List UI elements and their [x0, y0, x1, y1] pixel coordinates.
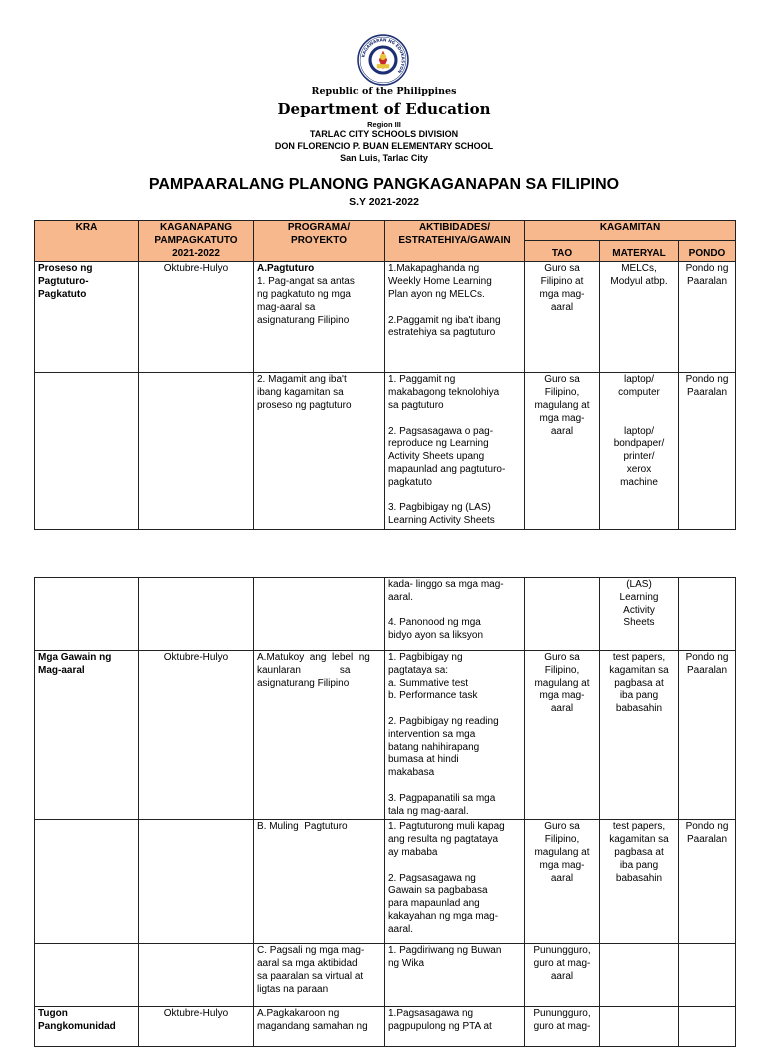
pondo-cell: Pondo ng Paaralan	[679, 262, 736, 373]
header-materyal: MATERYAL	[600, 240, 679, 262]
table-row	[35, 944, 736, 1007]
division-line: TARLAC CITY SCHOOLS DIVISION	[309, 129, 459, 139]
header-kaganapang: KAGANAPANG PAMPAGKATUTO 2021-2022	[139, 221, 254, 262]
aktibidades-cell: 1. Pagtuturong muli kapag ang resulta ng pagtataya ay mababa 2. Pagsasagawa ng Gawain sa pagbabasa para mapaunlad ang kakayahan ng mga mag- aaral.	[385, 820, 525, 944]
programa-cell: B. Muling Pagtuturo	[254, 820, 385, 944]
materyal-cell: test papers, kagamitan sa pagbasa at iba pang babasahin	[600, 651, 679, 820]
programa-cell: 2. Magamit ang iba't ibang kagamitan sa proseso ng pagtuturo	[254, 373, 385, 530]
school-year: S.Y 2021-2022	[349, 196, 419, 208]
svg-text:KAGAWARAN NG EDUKASYON: KAGAWARAN NG EDUKASYON	[360, 37, 406, 75]
programa-cell: A.Pagkakaroon ng magandang samahan ng	[254, 1007, 385, 1047]
plan-table-page-1	[34, 220, 736, 530]
kaganapang-cell	[139, 373, 254, 530]
header-tao: TAO	[525, 240, 600, 262]
tao-cell: Guro sa Filipino, magulang at mga mag- aaral	[525, 651, 600, 820]
kaganapang-cell: Oktubre-Hulyo	[139, 651, 254, 820]
document-title: PAMPAARALANG PLANONG PANGKAGANAPAN SA FILIPINO	[148, 176, 620, 193]
materyal-cell	[600, 1007, 679, 1047]
tao-cell: Guro sa Filipino at mga mag- aaral	[525, 262, 600, 373]
programa-cell	[254, 578, 385, 651]
aktibidades-cell: 1. Pagbibigay ng pagtataya sa: a. Summative test b. Performance task 2. Pagbibigay ng reading intervention sa mga batang nahihirapang bumasa at hindi makabasa 3. Pagpapanatili sa mga tala ng mag-aaral.	[385, 651, 525, 820]
header-programa: PROGRAMA/ PROYEKTO	[254, 221, 385, 262]
programa-cell: A.Matukoy ang lebel ng kaunlaran sa asignaturang Filipino	[254, 651, 385, 820]
department-line: Department of Education	[277, 100, 491, 118]
kra-cell	[35, 578, 139, 651]
materyal-cell: MELCs, Modyul atbp.	[600, 262, 679, 373]
plan-table-page-2	[34, 577, 736, 1047]
materyal-cell: test papers, kagamitan sa pagbasa at iba pang babasahin	[600, 820, 679, 944]
header-pondo: PONDO	[679, 240, 736, 262]
kra-cell	[35, 944, 139, 1007]
kra-cell: Tugon Pangkomunidad	[35, 1007, 139, 1047]
table-row	[35, 373, 736, 530]
pondo-cell: Pondo ng Paaralan	[679, 651, 736, 820]
pondo-cell	[679, 578, 736, 651]
republic-line: Republic of the Philippines	[311, 86, 457, 97]
table-row	[35, 578, 736, 651]
programa-cell: C. Pagsali ng mga mag- aaral sa mga aktibidad sa paaralan sa virtual at ligtas na paraan	[254, 944, 385, 1007]
programa-cell: A.Pagtuturo 1. Pag-angat sa antas ng pagkatuto ng mga mag-aaral sa asignaturang Filipino	[254, 262, 385, 373]
table-row	[35, 820, 736, 944]
kaganapang-cell	[139, 578, 254, 651]
materyal-cell: (LAS) Learning Activity Sheets	[600, 578, 679, 651]
table-row	[35, 262, 736, 373]
aktibidades-cell: 1.Makapaghanda ng Weekly Home Learning Plan ayon ng MELCs. 2.Paggamit ng iba't ibang estratehiya sa pagtuturo	[385, 262, 525, 373]
aktibidades-cell: 1.Pagsasagawa ng pagpupulong ng PTA at	[385, 1007, 525, 1047]
aktibidades-cell: 1. Pagdiriwang ng Buwan ng Wika	[385, 944, 525, 1007]
tao-cell: Punungguro, guro at mag-	[525, 1007, 600, 1047]
tao-cell: Guro sa Filipino, magulang at mga mag- aaral	[525, 373, 600, 530]
materyal-cell: laptop/ computer laptop/ bondpaper/ printer/ xerox machine	[600, 373, 679, 530]
pondo-cell: Pondo ng Paaralan	[679, 373, 736, 530]
kra-cell: Mga Gawain ng Mag-aaral	[35, 651, 139, 820]
tao-cell	[525, 578, 600, 651]
location-line: San Luis, Tarlac City	[340, 153, 428, 163]
header-kra: KRA	[35, 221, 139, 262]
kaganapang-cell: Oktubre-Hulyo	[139, 262, 254, 373]
kaganapang-cell: Oktubre-Hulyo	[139, 1007, 254, 1047]
kaganapang-cell	[139, 944, 254, 1007]
region-line: Region III	[367, 120, 401, 129]
pondo-cell: Pondo ng Paaralan	[679, 820, 736, 944]
kra-cell	[35, 373, 139, 530]
kaganapang-cell	[139, 820, 254, 944]
kra-cell	[35, 820, 139, 944]
tao-cell: Punungguro, guro at mag- aaral	[525, 944, 600, 1007]
aktibidades-cell: kada- linggo sa mga mag- aaral. 4. Panonood ng mga bidyo ayon sa liksyon	[385, 578, 525, 651]
table-row	[35, 651, 736, 820]
pondo-cell	[679, 1007, 736, 1047]
header-aktibidades: AKTIBIDADES/ ESTRATEHIYA/GAWAIN	[385, 221, 525, 262]
pondo-cell	[679, 944, 736, 1007]
deped-seal-logo	[357, 34, 409, 86]
table-row	[35, 1007, 736, 1047]
kra-cell: Proseso ng Pagtuturo- Pagkatuto	[35, 262, 139, 373]
materyal-cell	[600, 944, 679, 1007]
header-kagamitan: KAGAMITAN	[525, 221, 736, 241]
school-line: DON FLORENCIO P. BUAN ELEMENTARY SCHOOL	[274, 141, 494, 151]
aktibidades-cell: 1. Paggamit ng makabagong teknolohiya sa pagtuturo 2. Pagsasagawa o pag- reproduce ng Learning Activity Sheets upang mapaunlad ang pagtuturo- pagkatuto 3. Pagbibigay ng (LAS) Learning Activity Sheets	[385, 373, 525, 530]
tao-cell: Guro sa Filipino, magulang at mga mag- aaral	[525, 820, 600, 944]
